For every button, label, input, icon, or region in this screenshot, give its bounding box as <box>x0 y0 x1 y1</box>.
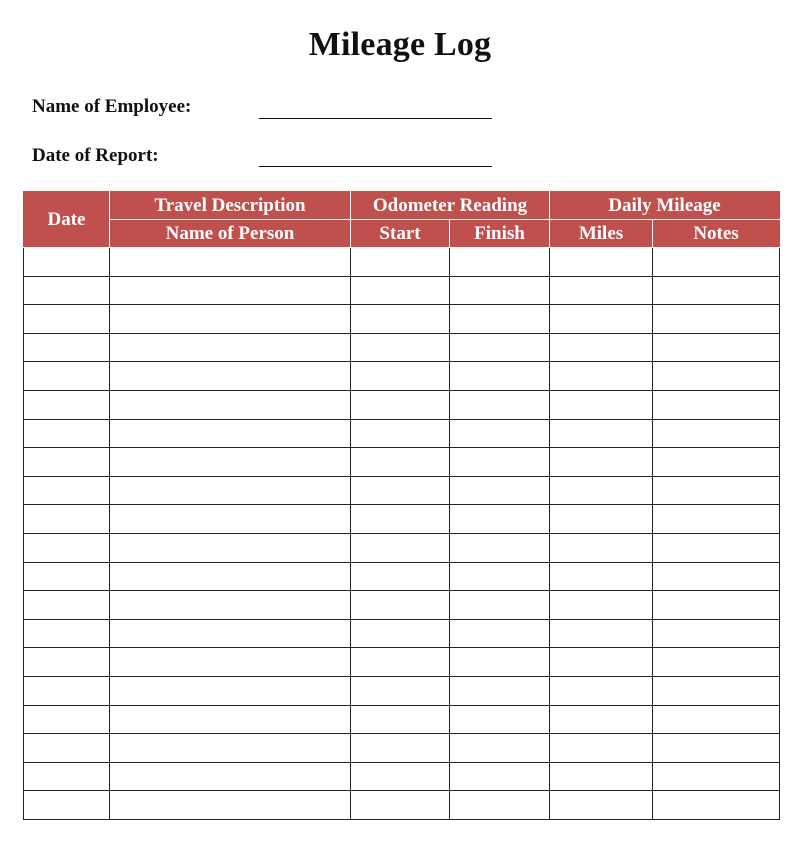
odometer-start-cell[interactable] <box>351 648 450 677</box>
odometer-finish-cell[interactable] <box>450 390 550 419</box>
miles-cell[interactable] <box>550 476 653 505</box>
date-cell[interactable] <box>24 562 110 591</box>
table-row <box>24 648 780 677</box>
name-of-person-cell[interactable] <box>110 791 351 820</box>
notes-cell[interactable] <box>653 791 780 820</box>
miles-cell[interactable] <box>550 676 653 705</box>
header-name-of-person: Name of Person <box>110 220 351 248</box>
odometer-finish-cell[interactable] <box>450 562 550 591</box>
odometer-start-cell[interactable] <box>351 333 450 362</box>
table-row <box>24 734 780 763</box>
date-cell[interactable] <box>24 333 110 362</box>
odometer-finish-cell[interactable] <box>450 619 550 648</box>
table-row <box>24 562 780 591</box>
date-cell[interactable] <box>24 705 110 734</box>
mileage-table <box>23 191 780 820</box>
notes-cell[interactable] <box>653 448 780 477</box>
miles-cell[interactable] <box>550 390 653 419</box>
header-date: Date <box>24 192 110 248</box>
odometer-start-cell[interactable] <box>351 591 450 620</box>
odometer-start-cell[interactable] <box>351 791 450 820</box>
notes-cell[interactable] <box>653 362 780 391</box>
table-row <box>24 791 780 820</box>
odometer-finish-cell[interactable] <box>450 533 550 562</box>
table-row <box>24 390 780 419</box>
miles-cell[interactable] <box>550 505 653 534</box>
table-row <box>24 619 780 648</box>
name-of-person-cell[interactable] <box>110 419 351 448</box>
odometer-finish-cell[interactable] <box>450 591 550 620</box>
page-title: Mileage Log <box>308 26 492 63</box>
miles-cell[interactable] <box>550 705 653 734</box>
name-of-person-cell[interactable] <box>110 762 351 791</box>
employee-name-field[interactable] <box>259 118 492 119</box>
header-daily-mileage: Daily Mileage <box>550 192 780 220</box>
table-row <box>24 333 780 362</box>
odometer-finish-cell[interactable] <box>450 248 550 277</box>
date-cell[interactable] <box>24 476 110 505</box>
miles-cell[interactable] <box>550 448 653 477</box>
notes-cell[interactable] <box>653 419 780 448</box>
date-cell[interactable] <box>24 533 110 562</box>
odometer-start-cell[interactable] <box>351 762 450 791</box>
name-of-person-cell[interactable] <box>110 248 351 277</box>
table-row <box>24 705 780 734</box>
table-body <box>24 248 780 820</box>
date-cell[interactable] <box>24 448 110 477</box>
header-start: Start <box>351 220 450 248</box>
odometer-finish-cell[interactable] <box>450 362 550 391</box>
miles-cell[interactable] <box>550 791 653 820</box>
notes-cell[interactable] <box>653 305 780 334</box>
odometer-start-cell[interactable] <box>351 248 450 277</box>
notes-cell[interactable] <box>653 505 780 534</box>
odometer-finish-cell[interactable] <box>450 648 550 677</box>
date-cell[interactable] <box>24 791 110 820</box>
date-cell[interactable] <box>24 390 110 419</box>
odometer-finish-cell[interactable] <box>450 705 550 734</box>
table-row <box>24 505 780 534</box>
header-row-sub <box>24 220 780 248</box>
miles-cell[interactable] <box>550 762 653 791</box>
header-travel-description: Travel Description <box>110 192 351 220</box>
table-row <box>24 448 780 477</box>
notes-cell[interactable] <box>653 248 780 277</box>
odometer-start-cell[interactable] <box>351 619 450 648</box>
odometer-finish-cell[interactable] <box>450 305 550 334</box>
date-cell[interactable] <box>24 734 110 763</box>
odometer-finish-cell[interactable] <box>450 448 550 477</box>
odometer-start-cell[interactable] <box>351 676 450 705</box>
miles-cell[interactable] <box>550 562 653 591</box>
notes-cell[interactable] <box>653 676 780 705</box>
table-row <box>24 276 780 305</box>
miles-cell[interactable] <box>550 248 653 277</box>
odometer-start-cell[interactable] <box>351 705 450 734</box>
odometer-start-cell[interactable] <box>351 276 450 305</box>
notes-cell[interactable] <box>653 705 780 734</box>
odometer-finish-cell[interactable] <box>450 734 550 763</box>
odometer-start-cell[interactable] <box>351 505 450 534</box>
name-of-person-cell[interactable] <box>110 648 351 677</box>
name-of-person-cell[interactable] <box>110 305 351 334</box>
miles-cell[interactable] <box>550 619 653 648</box>
miles-cell[interactable] <box>550 533 653 562</box>
odometer-finish-cell[interactable] <box>450 676 550 705</box>
employee-name-label: Name of Employee: <box>32 96 192 117</box>
name-of-person-cell[interactable] <box>110 619 351 648</box>
report-date-label: Date of Report: <box>32 145 159 166</box>
notes-cell[interactable] <box>653 762 780 791</box>
odometer-start-cell[interactable] <box>351 476 450 505</box>
name-of-person-cell[interactable] <box>110 476 351 505</box>
notes-cell[interactable] <box>653 591 780 620</box>
table-row <box>24 676 780 705</box>
odometer-finish-cell[interactable] <box>450 791 550 820</box>
odometer-start-cell[interactable] <box>351 448 450 477</box>
odometer-start-cell[interactable] <box>351 734 450 763</box>
report-date-field[interactable] <box>259 166 492 167</box>
table-row <box>24 419 780 448</box>
table-row <box>24 533 780 562</box>
name-of-person-cell[interactable] <box>110 734 351 763</box>
miles-cell[interactable] <box>550 333 653 362</box>
odometer-finish-cell[interactable] <box>450 762 550 791</box>
date-cell[interactable] <box>24 762 110 791</box>
miles-cell[interactable] <box>550 305 653 334</box>
notes-cell[interactable] <box>653 648 780 677</box>
odometer-finish-cell[interactable] <box>450 505 550 534</box>
name-of-person-cell[interactable] <box>110 505 351 534</box>
name-of-person-cell[interactable] <box>110 448 351 477</box>
header-odometer-reading: Odometer Reading <box>351 192 550 220</box>
odometer-finish-cell[interactable] <box>450 333 550 362</box>
header-notes: Notes <box>653 220 780 248</box>
name-of-person-cell[interactable] <box>110 676 351 705</box>
odometer-start-cell[interactable] <box>351 419 450 448</box>
odometer-finish-cell[interactable] <box>450 419 550 448</box>
notes-cell[interactable] <box>653 476 780 505</box>
name-of-person-cell[interactable] <box>110 705 351 734</box>
miles-cell[interactable] <box>550 591 653 620</box>
notes-cell[interactable] <box>653 276 780 305</box>
table-row <box>24 476 780 505</box>
odometer-finish-cell[interactable] <box>450 276 550 305</box>
miles-cell[interactable] <box>550 362 653 391</box>
date-cell[interactable] <box>24 305 110 334</box>
date-cell[interactable] <box>24 276 110 305</box>
table-row <box>24 362 780 391</box>
odometer-start-cell[interactable] <box>351 305 450 334</box>
table-row <box>24 248 780 277</box>
date-cell[interactable] <box>24 648 110 677</box>
date-cell[interactable] <box>24 591 110 620</box>
odometer-start-cell[interactable] <box>351 562 450 591</box>
notes-cell[interactable] <box>653 562 780 591</box>
miles-cell[interactable] <box>550 276 653 305</box>
miles-cell[interactable] <box>550 734 653 763</box>
notes-cell[interactable] <box>653 390 780 419</box>
odometer-start-cell[interactable] <box>351 362 450 391</box>
name-of-person-cell[interactable] <box>110 362 351 391</box>
notes-cell[interactable] <box>653 533 780 562</box>
header-row-top <box>24 192 780 220</box>
header-finish: Finish <box>450 220 550 248</box>
table-row <box>24 591 780 620</box>
miles-cell[interactable] <box>550 419 653 448</box>
name-of-person-cell[interactable] <box>110 390 351 419</box>
name-of-person-cell[interactable] <box>110 533 351 562</box>
table-row <box>24 762 780 791</box>
odometer-start-cell[interactable] <box>351 533 450 562</box>
name-of-person-cell[interactable] <box>110 276 351 305</box>
table-row <box>24 305 780 334</box>
name-of-person-cell[interactable] <box>110 562 351 591</box>
date-cell[interactable] <box>24 619 110 648</box>
notes-cell[interactable] <box>653 333 780 362</box>
notes-cell[interactable] <box>653 734 780 763</box>
date-cell[interactable] <box>24 505 110 534</box>
table-header <box>24 192 780 248</box>
name-of-person-cell[interactable] <box>110 333 351 362</box>
name-of-person-cell[interactable] <box>110 591 351 620</box>
date-cell[interactable] <box>24 676 110 705</box>
notes-cell[interactable] <box>653 619 780 648</box>
date-cell[interactable] <box>24 419 110 448</box>
header-miles: Miles <box>550 220 653 248</box>
date-cell[interactable] <box>24 248 110 277</box>
odometer-finish-cell[interactable] <box>450 476 550 505</box>
odometer-start-cell[interactable] <box>351 390 450 419</box>
date-cell[interactable] <box>24 362 110 391</box>
miles-cell[interactable] <box>550 648 653 677</box>
